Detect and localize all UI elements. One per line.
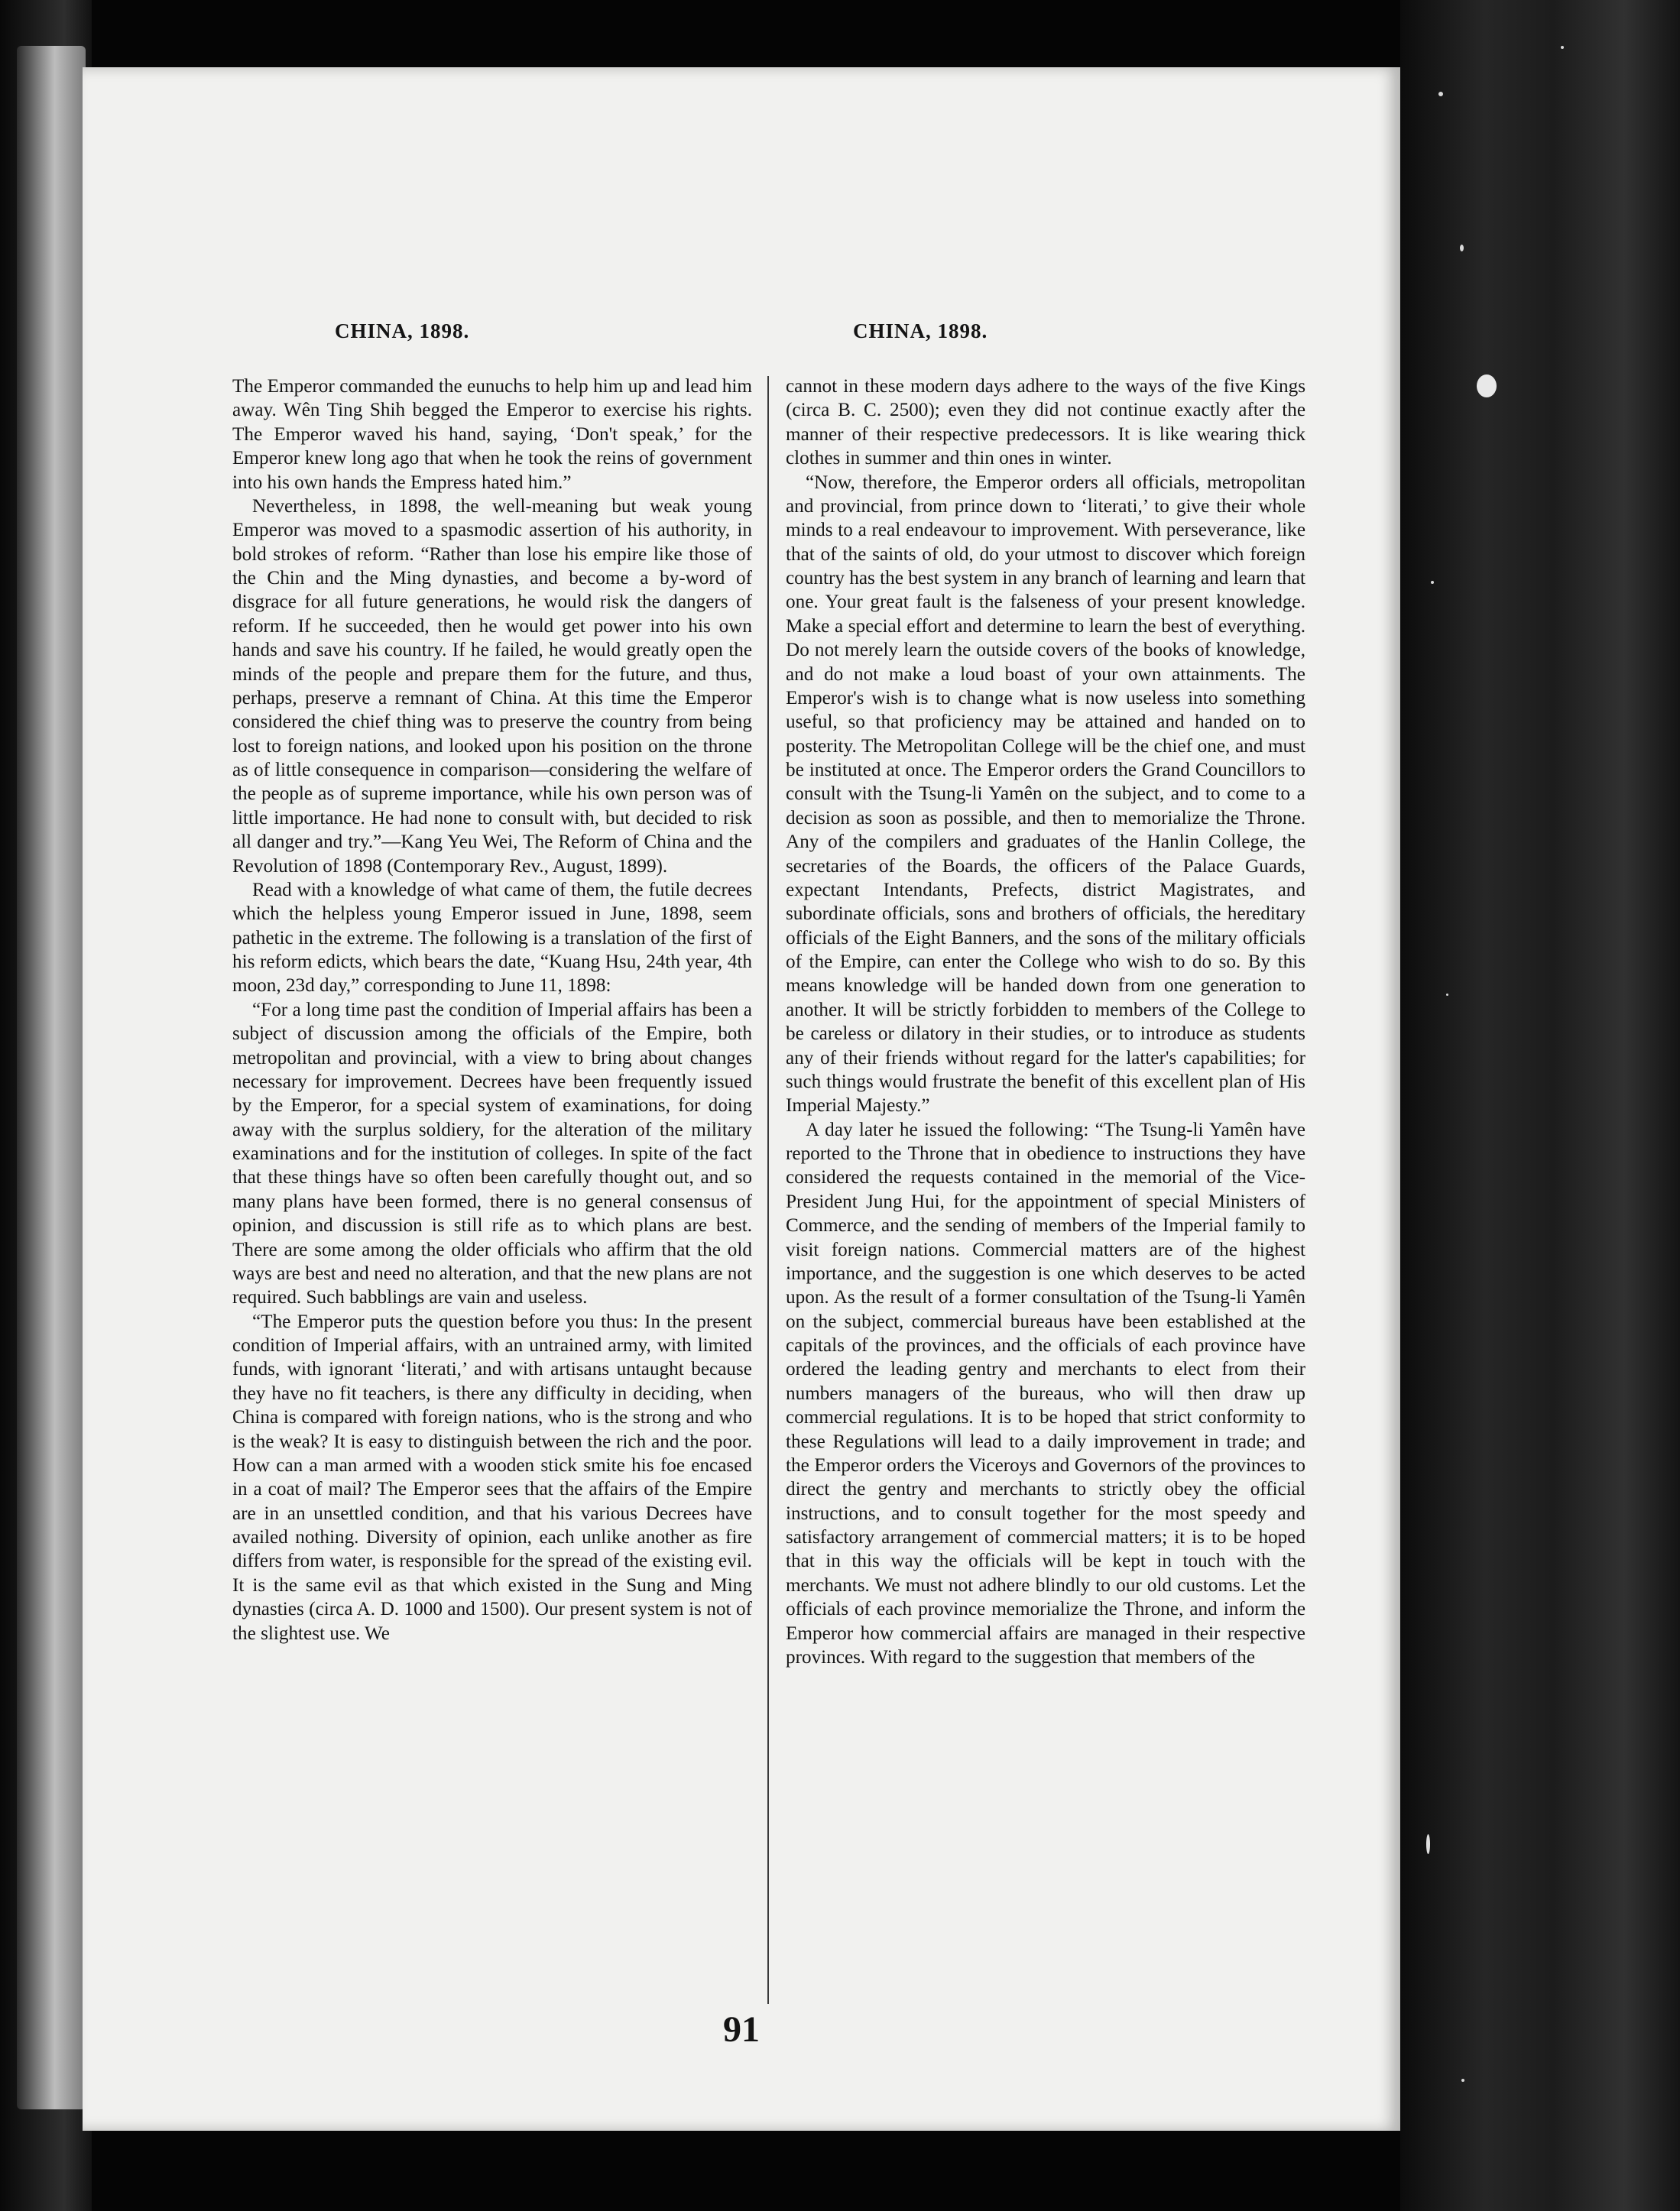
left-column: [232, 374, 752, 1645]
paragraph: Nevertheless, in 1898, the well-meaning but weak young Emperor was moved to a spasmodic assertion of his authority, in bold strokes of reform. “Rather than lose his empire like those of the Chin and the Ming dynasties, and become a by-word of disgrace for all future generations, he would risk the dangers of reform. If he succeeded, then he would get power into his own hands and save his country. If he failed, he would greatly open the minds of the people and prepare them for the future, and thus, perhaps, preserve a remnant of China. At this time the Emperor considered the chief thing was to preserve the country from being lost to foreign nations, and looked upon his position on the throne as of little consequence in comparison—considering the welfare of the people as of supreme importance, while his own person was of little importance. He had none to consult with, but decided to risk all danger and try.”—Kang Yeu Wei, The Reform of China and the Revolution of 1898 (Contemporary Rev., August, 1899).: [232, 495, 752, 877]
facing-page-edge: [17, 46, 86, 2109]
page-number: 91: [723, 2009, 760, 2050]
right-column: [786, 374, 1305, 1669]
book-page: [83, 67, 1400, 2131]
scan-background-right: [1400, 0, 1680, 2211]
paragraph: “Now, therefore, the Emperor orders all officials, metropolitan and provincial, from prince down to ‘literati,’ to give their whole minds to a real endeavour to improvement. With perseverance, like that of the saints of old, do your utmost to discover which foreign country has the best system in any branch of learning and learn that one. Your great fault is the falseness of your present knowledge. Make a special effort and determine to learn the best of everything. Do not merely learn the outside covers of the books of knowledge, and do not make a loud boast of your own attainments. The Emperor's wish is to change what is now useless into something useful, so that proficiency may be attained and handed on to posterity. The Metropolitan College will be the chief one, and must be instituted at once. The Emperor orders the Grand Councillors to consult with the Tsung-li Yamên on the subject, and to come to a decision as soon as possible, and then to memorialize the Throne. Any of the compilers and graduates of the Hanlin College, the secretaries of the Boards, the officers of the Palace Guards, expectant Intendants, Prefects, district Magistrates, and subordinate officials, sons and brothers of officials, the hereditary officials of the Eight Banners, and the sons of the military officials of the Empire, can enter the College who wish to do so. By this means knowledge will be handed down from one generation to another. It will be strictly forbidden to members of the College to be careless or dilatory in their studies, or to introduce as students any of their friends without regard for the latter's capabilities; for such things would frustrate the benefit of this excellent plan of His Imperial Majesty.”: [786, 472, 1305, 1117]
paragraph: A day later he issued the following: “The Tsung-li Yamên have reported to the Throne that in obedience to instructions they have considered the requests contained in the memorial of the Vice-President Jung Hui, for the appointment of special Ministers of Commerce, and the sending of members of the Imperial family to visit foreign nations. Commercial matters are of the highest importance, and the suggestion is one which deserves to be acted upon. As the result of a former consultation of the Tsung-li Yamên on the subject, commercial bureaus have been established at the capitals of the provinces, and the officials of each province have ordered the leading gentry and merchants to elect from their numbers managers of the bureaus, who will then draw up commercial regulations. It is to be hoped that strict conformity to these Regulations will lead to a daily improvement in trade; and the Emperor orders the Viceroys and Governors of the provinces to direct the gentry and merchants to strictly obey the official instructions, and to consult together for the most speedy and satisfactory arrangement of commercial matters; it is to be hoped that in this way the officials will be kept in touch with the merchants. We must not adhere blindly to our old customs. Let the officials of each province memorialize the Throne, and inform the Emperor how commercial affairs are managed in their respective provinces. With regard to the suggestion that members of the: [786, 1119, 1305, 1668]
paragraph: “The Emperor puts the question before you thus: In the present condition of Imperial affairs, with an untrained army, with limited funds, with ignorant ‘literati,’ and with artisans untaught because they have no fit teachers, is there any difficulty in deciding, when China is compared with foreign nations, who is the strong and who is the weak? It is easy to distinguish between the rich and the poor. How can a man armed with a wooden stick smite his foe encased in a coat of mail? The Emperor sees that the affairs of the Empire are in an unsettled condition, and that his various Decrees have availed nothing. Diversity of opinion, each unlike another as fire differs from water, is responsible for the spread of the existing evil. It is the same evil as that which existed in the Sung and Ming dynasties (circa A. D. 1000 and 1500). Our present system is not of the slightest use. We: [232, 1311, 752, 1644]
paragraph: cannot in these modern days adhere to the ways of the five Kings (circa B. C. 2500); even they did not continue exactly after the manner of their respective predecessors. It is like wearing thick clothes in summer and thin ones in winter.: [786, 376, 1305, 469]
paragraph: “For a long time past the condition of Imperial affairs has been a subject of discussion among the officials of the Empire, both metropolitan and provincial, with a view to bring about changes necessary for improvement. Decrees have been frequently issued by the Emperor, for a special system of examinations, for doing away with the surplus soldiery, for the alteration of the military examinations and for the institution of colleges. In spite of the fact that these things have so often been carefully thought out, and so many plans have been formed, there is no general consensus of opinion, and discussion is still rife as to which plans are best. There are some among the older officials who affirm that the old ways are best and need no alteration, and that the new plans are not required. Such babblings are vain and useless.: [232, 999, 752, 1308]
column-rule: [767, 376, 769, 2004]
running-header-left: CHINA, 1898.: [335, 319, 470, 342]
running-header-right: CHINA, 1898.: [853, 319, 988, 342]
paragraph: Read with a knowledge of what came of them, the futile decrees which the helpless young Emperor issued in June, 1898, seem pathetic in the extreme. The following is a translation of the first of his reform edicts, which bears the date, “Kuang Hsu, 24th year, 4th moon, 23d day,” corresponding to June 11, 1898:: [232, 879, 752, 997]
paragraph: The Emperor commanded the eunuchs to help him up and lead him away. Wên Ting Shih begged the Emperor to exercise his rights. The Emperor waved his hand, saying, ‘Don't speak,’ for the Emperor knew long ago that when he took the reins of government into his own hands the Empress hated him.”: [232, 376, 752, 493]
